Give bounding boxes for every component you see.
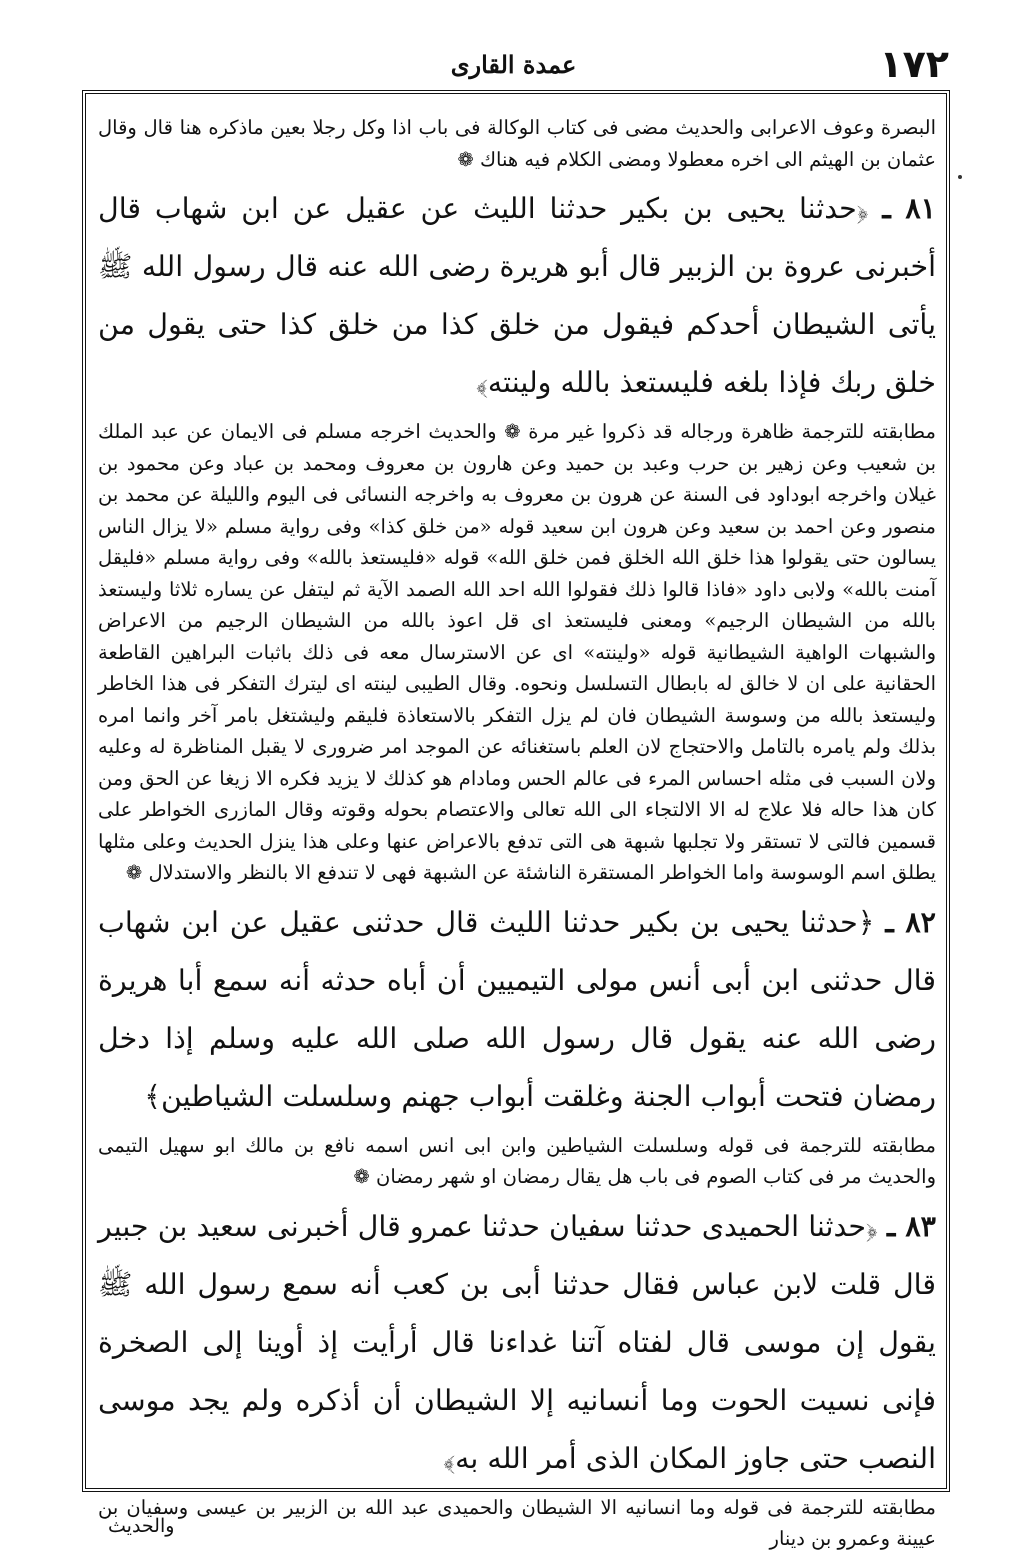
- commentary-paragraph: مطابقته للترجمة فی قوله وسلسلت الشیاطین وابن ابی انس اسمه نافع بن مالك ابو سهیل التیمی والحدیث مر فی کتاب الصوم فی باب هل یقال رمضان او شهر رمضان ❁: [98, 1133, 936, 1188]
- hadith-number: ٨١ ـ: [882, 191, 936, 225]
- hadith-83: [98, 1197, 936, 1488]
- hadith-text: ﴿حدثنا الحمیدی حدثنا سفیان حدثنا عمرو قال أخبرنی سعید بن جبیر قال قلت لابن عباس فقال حدثنا أبی بن کعب أنه سمع رسول الله ﷺ یقول إن موسى قال لفتاه آتنا غداءنا قال أرأیت إذ أوینا إلى الصخرة فإنی نسیت الحوت وما أنسانیه إلا الشیطان أن أذکره ولم یجد موسى النصب حتى جاوز المکان الذی أمر الله به﴾: [98, 1209, 936, 1475]
- margin-dot: [958, 175, 962, 179]
- hadith-text: ﴿حدثنا یحیى بن بکیر حدثنا اللیث قال حدثنی عقیل عن ابن شهاب قال حدثنی ابن أبی أنس مولى التیمیین أن أباه حدثه أنه سمع أبا هریرة رضی الله عنه یقول قال رسول الله صلى الله علیه وسلم إذا دخل رمضان فتحت أبواب الجنة وغلقت أبواب جهنم وسلسلت الشیاطین﴾: [98, 905, 936, 1113]
- catchword: والحدیث: [108, 1515, 175, 1537]
- hadith-82: [98, 893, 936, 1126]
- hadith-number: ٨٣ ـ: [886, 1208, 936, 1243]
- commentary-paragraph: مطابقته للترجمة فی قوله وما انسانیه الا الشیطان والحمیدی عبد الله بن الزبیر بن عیسى وسفیان بن عیینة وعمرو بن دینار: [98, 1495, 936, 1550]
- hadith-text: ﴿حدثنا یحیى بن بکیر حدثنا اللیث عن عقیل عن ابن شهاب قال أخبرنی عروة بن الزبیر قال أبو هریرة رضی الله عنه قال رسول الله ﷺ یأتی الشیطان أحدکم فیقول من خلق کذا من خلق کذا حتى یقول من خلق ربك فإذا بلغه فلیستعذ بالله ولینته﴾: [98, 192, 936, 399]
- hadith-81: [98, 179, 936, 412]
- commentary-paragraph: مطابقته للترجمة ظاهرة ورجاله قد ذکروا غیر مرة ❁ والحدیث اخرجه مسلم فی الایمان عن عبد الملك بن شعیب وعن زهیر بن حرب وعبد بن حمید وعن هارون بن معروف ومحمد بن عباد وعن محمود بن غیلان واخرجه ابوداود فی السنة عن هرون بن معروف به واخرجه النسائی فی الیوم واللیلة عن محمد بن منصور وعن احمد بن سعید وعن هرون ابن سعید قوله «من خلق کذا» وفی روایة مسلم «لا یزال الناس یسالون حتى یقولوا هذا خلق الله الخلق فمن خلق الله» قوله «فلیستعذ بالله» وفی روایة مسلم «فلیقل آمنت بالله» ولابی داود «فاذا قالوا ذلك فقولوا الله احد الله الصمد الآیة ثم لیتفل عن یساره ثلاثا ولیستعذ بالله من الشیطان الرجیم» ومعنى فلیستعذ ای قل اعوذ بالله من الشیطان الرجیم من الاعراض والشبهات الواهیة الشیطانیة قوله «ولینته» ای عن الاسترسال معه فی ذلك باثبات البراهین القاطعة الحقانیة على ان لا خالق له بابطال التسلسل ونحوه. وقال الطیبی لینته ای لیترك التفکر فی هذا الخاطر ولیستعذ بالله من وسوسة الشیطان فان لم یزل التفکر بالاستعاذة فلیقم ولیشتغل بامر آخر وانما امره بذلك ولم یامره بالتامل والاحتجاج لان العلم باستغنائه عن الموجد امر ضروری لا یقبل المناظرة له وعلیه ولان السبب فی مثله احساس المرء فی عالم الحس ومادام هو کذلك لا یزید فکره الا زیغا عن الحق ومن کان هذا حاله فلا علاج له الا الالتجاء الى الله تعالى والاعتصام بحوله وقوته وقال المازری الخواطر على قسمین فالتی لا تستقر ولا تجلبها شبهة هی التی تدفع بالاعراض عنها وعلى هذا ینزل الحدیث وعلى مثلها یطلق اسم الوسوسة واما الخواطر المستقرة الناشئة عن الشبهة فهی لا تندفع الا بالنظر والاستدلال ❁: [98, 420, 936, 884]
- commentary-paragraph: البصرة وعوف الاعرابی والحدیث مضى فی کتاب الوکالة فی باب اذا وکل رجلا بعین ماذکره هنا قال وقال عثمان بن الهیثم الى اخره معطولا ومضى الکلام فیه هناك ❁: [98, 116, 936, 171]
- page-body: [98, 112, 936, 1559]
- running-title: عمدة القاری: [450, 50, 577, 79]
- page-number: ١٧٢: [879, 42, 949, 86]
- hadith-number: ٨٢ ـ: [885, 904, 936, 939]
